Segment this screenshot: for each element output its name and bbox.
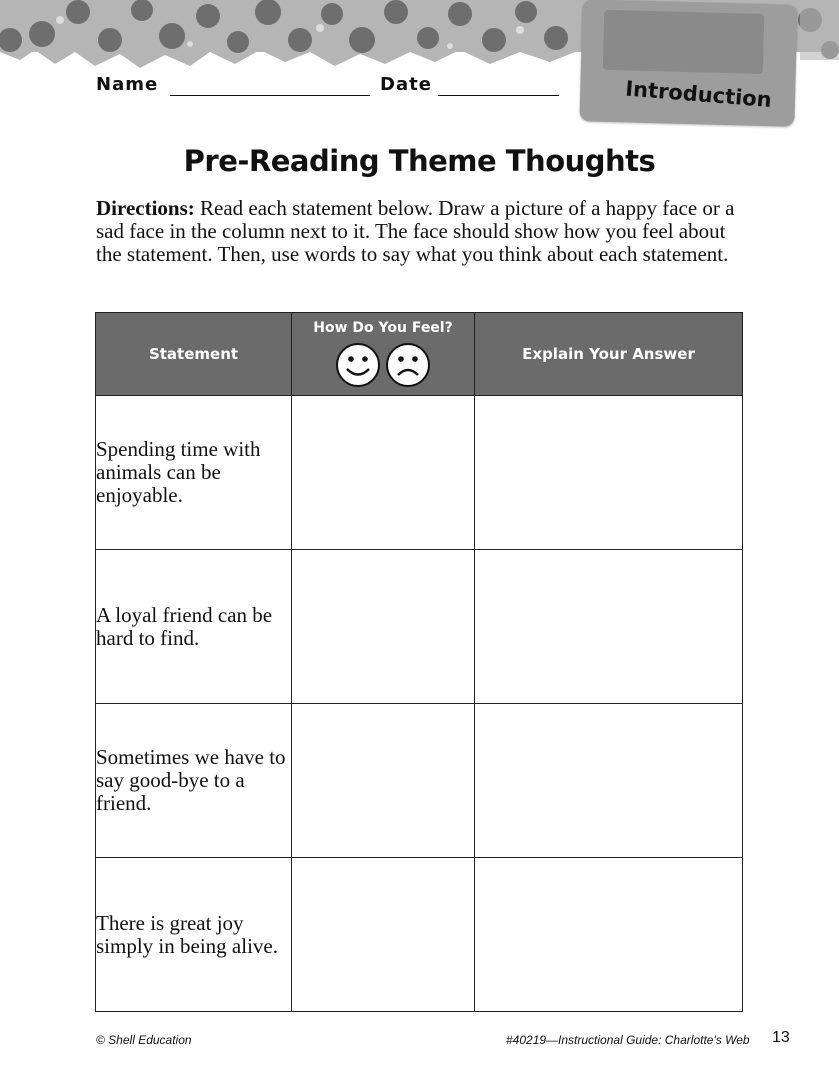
feel-cell[interactable] bbox=[292, 704, 475, 858]
explain-cell[interactable] bbox=[475, 550, 743, 704]
explain-cell[interactable] bbox=[475, 396, 743, 550]
page-title: Pre-Reading Theme Thoughts bbox=[183, 144, 656, 178]
page-number: 13 bbox=[772, 1029, 790, 1046]
directions-text: Read each statement below. Draw a picture of a happy face or a sad face in the column next to it. The face should show how you feel about the statement. Then, use words to say what you think about each statement. bbox=[96, 196, 735, 266]
feel-header bbox=[292, 313, 475, 396]
statement-cell: Spending time with animals can be enjoyable. bbox=[96, 396, 292, 550]
section-tag bbox=[579, 0, 797, 127]
explain-cell[interactable] bbox=[475, 704, 743, 858]
date-field[interactable] bbox=[438, 95, 559, 96]
table-row bbox=[96, 858, 743, 1012]
date-label: Date bbox=[380, 74, 432, 95]
name-label: Name bbox=[96, 74, 159, 95]
feel-header-label: How Do You Feel? bbox=[313, 320, 453, 336]
statement-header: Statement bbox=[96, 313, 292, 396]
statement-cell: There is great joy simply in being alive. bbox=[96, 858, 292, 1012]
name-field[interactable] bbox=[170, 95, 370, 96]
directions-lead: Directions: bbox=[96, 196, 195, 220]
statement-cell: Sometimes we have to say good-bye to a friend. bbox=[96, 704, 292, 858]
sad-face-icon bbox=[385, 342, 431, 388]
feel-cell[interactable] bbox=[292, 550, 475, 704]
feel-cell[interactable] bbox=[292, 858, 475, 1012]
table-row bbox=[96, 396, 743, 550]
happy-face-icon bbox=[335, 342, 381, 388]
footer-product: #40219—Instructional Guide: Charlotte's Web bbox=[506, 1033, 750, 1047]
section-tag-label: Introduction bbox=[624, 76, 773, 112]
explain-cell[interactable] bbox=[475, 858, 743, 1012]
statement-cell: A loyal friend can be hard to find. bbox=[96, 550, 292, 704]
explain-header: Explain Your Answer bbox=[475, 313, 743, 396]
tag-image bbox=[603, 10, 765, 74]
feel-cell[interactable] bbox=[292, 396, 475, 550]
table-row bbox=[96, 704, 743, 858]
theme-table bbox=[95, 312, 743, 1012]
table-row bbox=[96, 550, 743, 704]
footer-copyright: © Shell Education bbox=[96, 1033, 192, 1047]
directions bbox=[96, 197, 751, 266]
